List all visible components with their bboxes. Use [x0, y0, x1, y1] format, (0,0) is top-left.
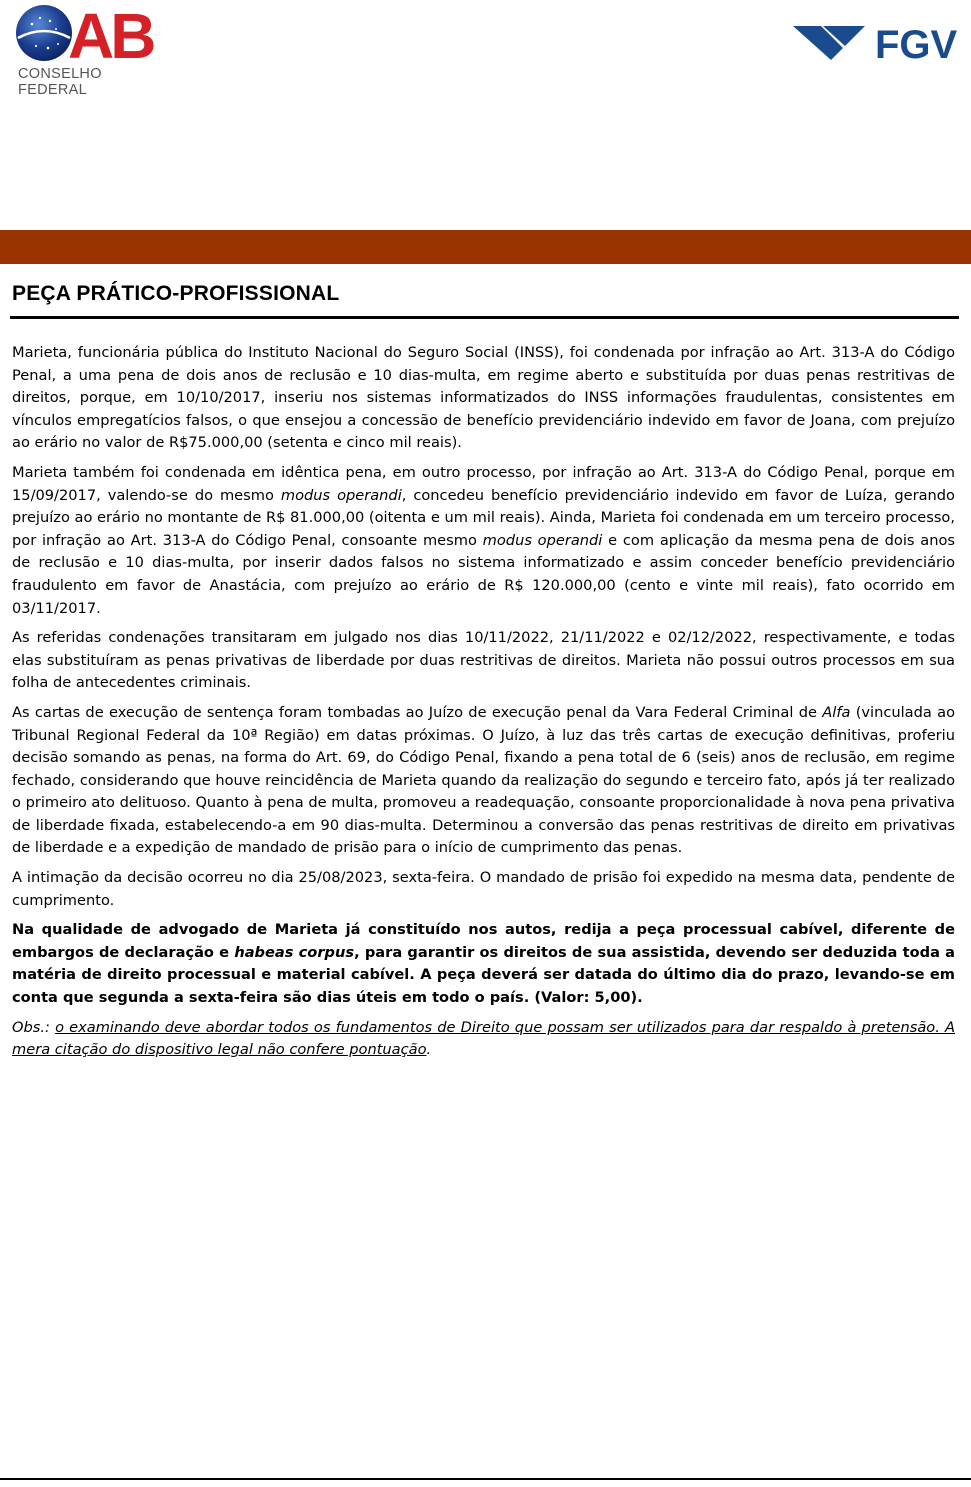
paragraph-5: A intimação da decisão ocorreu no dia 25/08/2023, sexta-feira. O mandado de prisão foi expedido na mesma data, pendente de cumprimento. — [12, 869, 955, 909]
footer-divider — [0, 1478, 971, 1480]
oab-emblem-icon — [14, 2, 174, 64]
fgv-emblem-icon — [793, 20, 968, 64]
fgv-logo — [793, 20, 968, 64]
paragraph-2: Marieta também foi condenada em idêntica pena, em outro processo, por infração ao Art. 313-A do Código Penal, porque em 15/09/2017, valendo-se do mesmo modus operandi, concedeu benefício previdenciário indevido em favor de Luíza, gerando prejuízo ao erário no montante de R$ 81.000,00 (oitenta e um mil reais). Ainda, Marieta foi condenada em um terceiro processo, por infração ao Art. 313-A do Código Penal, consoante mesmo modus operandi e com aplicação da mesma pena de dois anos de reclusão e 10 dias-multa, por inserir dados falsos no sistema informatizado e assim conceder benefício previdenciário fraudulento em favor de Anastácia, com prejuízo ao erário de R$ 120.000,00 (cento e vinte mil reais), fato ocorrido em 03/11/2017. — [12, 463, 955, 617]
section-title: PEÇA PRÁTICO-PROFISSIONAL — [12, 282, 340, 305]
paragraph-4: As cartas de execução de sentença foram tombadas ao Juízo de execução penal da Vara Federal Criminal de Alfa (vinculada ao Tribunal Regional Federal da 10ª Região) em datas próximas. O Juízo, à luz das três cartas de execução definitivas, proferiu decisão somando as penas, na forma do Art. 69, do Código Penal, fixando a pena total de 6 (seis) anos de reclusão, em regime fechado, considerando que houve reincidência de Marieta quando da realização do segundo e terceiro fato, após já ter realizado o primeiro ato delituoso. Quanto à pena de multa, promoveu a readequação, consoante proporcionalidade à nova pena privativa de liberdade fixada, estabelecendo-a em 90 dias-multa. Determinou a conversão das penas restritivas de direito em privativas de liberdade e a expedição de mandado de prisão para o início de cumprimento das penas. — [12, 703, 955, 857]
oab-subtitle: CONSELHO FEDERAL — [18, 66, 102, 98]
fgv-wordmark: FGV — [875, 23, 958, 64]
question-body — [12, 342, 955, 1069]
task-statement: Na qualidade de advogado de Marieta já constituído nos autos, redija a peça processual cabível, diferente de embargos de declaração e habeas corpus, para garantir os direitos de sua assistida, devendo ser deduzida toda a matéria de direito processual e material cabível. A peça deverá ser datada do último dia do prazo, levando-se em conta que segunda a sexta-feira são dias úteis em todo o país. (Valor: 5,00). — [12, 921, 955, 1007]
observation-note: Obs.: o examinando deve abordar todos os fundamentos de Direito que possam ser utilizados para dar respaldo à pretensão. A mera citação do dispositivo legal não confere pontuação. — [12, 1018, 955, 1059]
paragraph-3: As referidas condenações transitaram em julgado nos dias 10/11/2022, 21/11/2022 e 02/12/2022, respectivamente, e todas elas substituíram as penas privativas de liberdade por duas restritivas de direitos. Marieta não possui outros processos em sua folha de antecedentes criminais. — [12, 629, 955, 692]
svg-text:AB: AB — [68, 2, 153, 64]
paragraph-1: Marieta, funcionária pública do Instituto Nacional do Seguro Social (INSS), foi condenada por infração ao Art. 313-A do Código Penal, a uma pena de dois anos de reclusão e 10 dias-multa, em regime aberto e substituída por duas penas restritivas de direitos, porque, em 10/10/2017, inseriu nos sistemas informatizados do INSS informações fraudulentas, consistentes em vínculos empregatícios falsos, o que ensejou a concessão de benefício previdenciário indevido em favor de Joana, com prejuízo ao erário no valor de R$75.000,00 (setenta e cinco mil reais). — [12, 344, 955, 452]
title-divider — [10, 316, 959, 319]
oab-logo — [14, 2, 174, 98]
page-header — [0, 0, 971, 230]
header-band — [0, 230, 971, 264]
